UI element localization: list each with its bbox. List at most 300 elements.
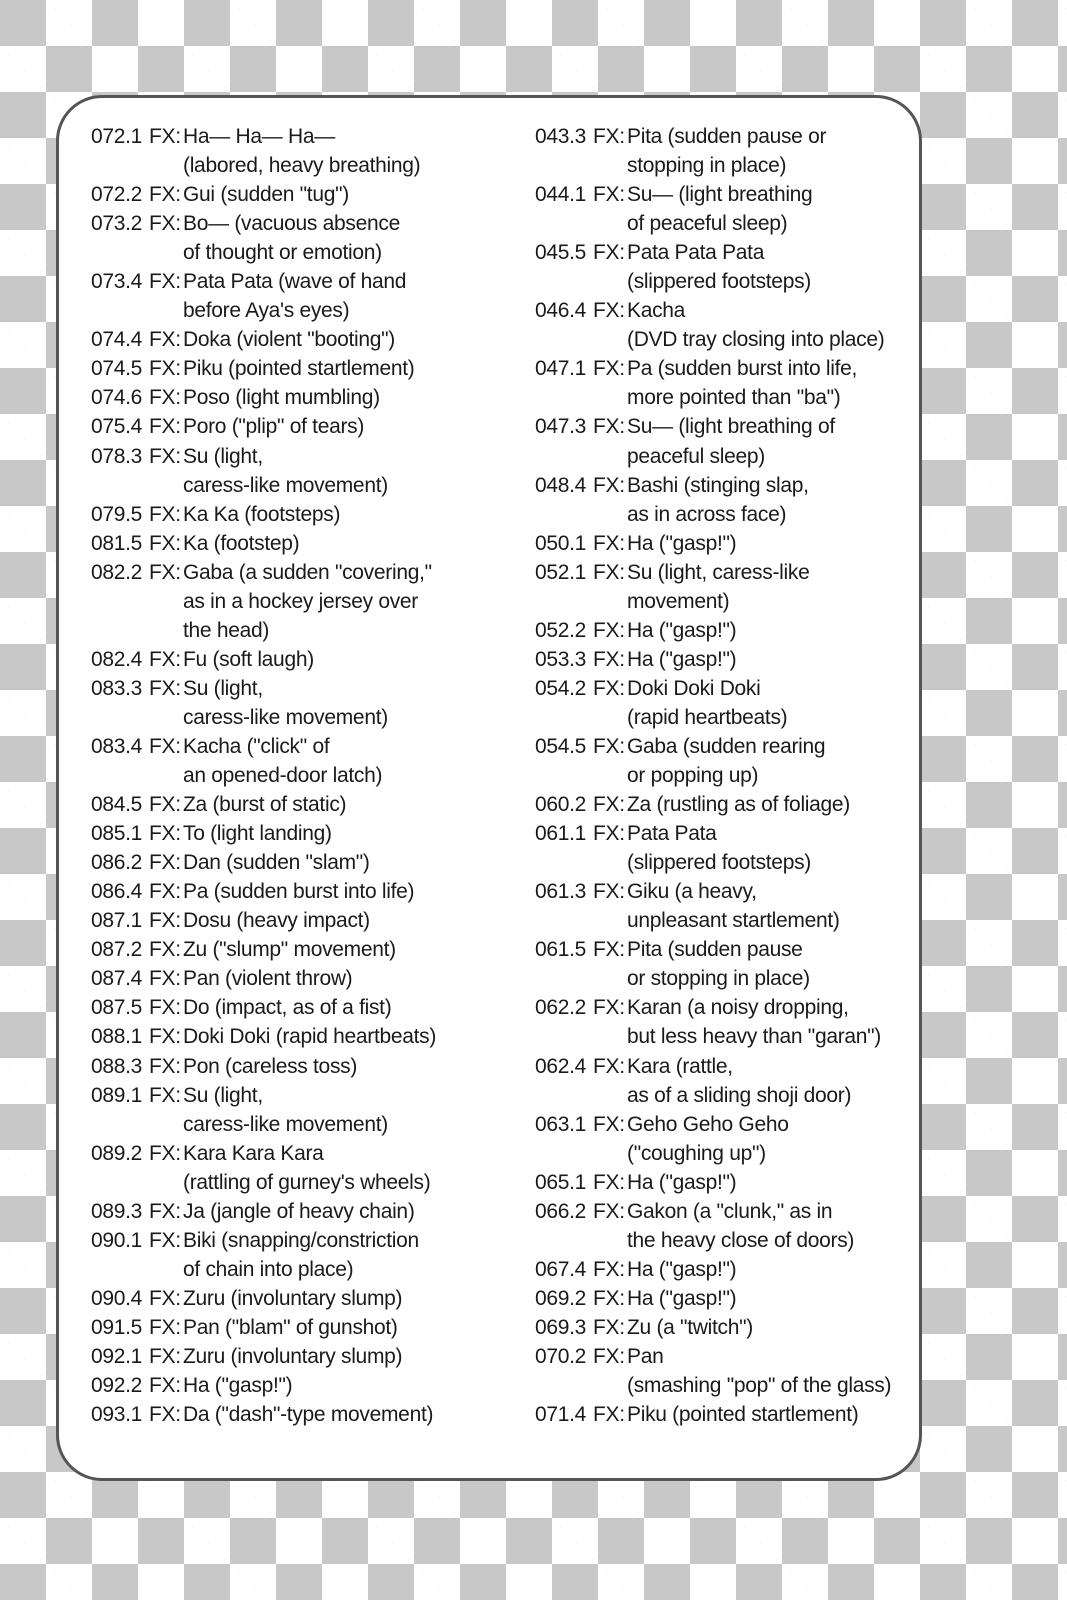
fx-description	[183, 325, 511, 354]
fx-entry	[91, 267, 511, 325]
fx-page-code: 079.5	[91, 502, 143, 526]
fx-entry	[91, 325, 511, 354]
fx-description-line: Ha ("gasp!")	[627, 531, 737, 555]
fx-description-line: Gaba (a sudden "covering,"	[183, 560, 432, 584]
fx-page-code: 073.2	[91, 212, 143, 236]
fx-description	[183, 993, 511, 1022]
fx-description	[627, 616, 955, 645]
fx-description-line: Doki Doki Doki	[627, 676, 761, 700]
fx-entry	[91, 993, 511, 1022]
fx-description	[627, 1400, 955, 1429]
fx-description	[627, 935, 955, 993]
fx-entry	[91, 1197, 511, 1226]
fx-entry	[535, 558, 955, 616]
fx-description	[183, 906, 511, 935]
fx-description-line: (rattling of gurney's wheels)	[183, 1170, 431, 1194]
fx-description	[183, 383, 511, 412]
fx-entry	[91, 1081, 511, 1139]
fx-entry	[535, 1342, 955, 1400]
fx-prefix: FX:	[149, 1228, 181, 1252]
fx-description	[183, 558, 511, 645]
fx-description	[627, 238, 955, 296]
fx-description-line: caress-like movement)	[183, 473, 388, 497]
fx-description-line: Pita (sudden pause	[627, 938, 803, 962]
fx-description-line: movement)	[627, 589, 730, 613]
fx-description-line: Gaba (sudden rearing	[627, 734, 826, 758]
fx-description-line: Piku (pointed startlement)	[183, 357, 415, 381]
fx-page-code: 054.2	[535, 676, 587, 700]
fx-page-code: 062.4	[535, 1054, 587, 1078]
fx-prefix: FX:	[593, 822, 625, 846]
fx-page-code: 073.4	[91, 270, 143, 294]
fx-entry	[91, 819, 511, 848]
fx-prefix: FX:	[593, 415, 625, 439]
fx-description-line: before Aya's eyes)	[183, 299, 350, 323]
fx-page-code: 088.3	[91, 1054, 143, 1078]
fx-description-line: Su (light,	[183, 1083, 263, 1107]
fx-page-code: 086.4	[91, 880, 143, 904]
fx-description	[183, 848, 511, 877]
fx-description-line: (smashing "pop" of the glass)	[627, 1374, 892, 1398]
fx-prefix: FX:	[149, 560, 181, 584]
fx-description-line: Pita (sudden pause or	[627, 125, 827, 148]
fx-description	[627, 122, 955, 180]
fx-entry	[91, 877, 511, 906]
fx-prefix: FX:	[593, 473, 625, 497]
fx-description-line: Pata Pata (wave of hand	[183, 270, 407, 294]
fx-description	[183, 964, 511, 993]
fx-description-line: Pa (sudden burst into life,	[627, 357, 858, 381]
fx-description-line: Pan	[627, 1344, 664, 1368]
fx-description-line: Kara (rattle,	[627, 1054, 733, 1078]
fx-description	[183, 122, 511, 180]
fx-description	[627, 354, 955, 412]
fx-entry	[535, 790, 955, 819]
fx-description-line: Ha ("gasp!")	[627, 618, 737, 642]
fx-entry	[91, 1284, 511, 1313]
fx-prefix: FX:	[149, 386, 181, 410]
fx-description	[627, 529, 955, 558]
fx-description-line: caress-like movement)	[183, 1112, 388, 1136]
fx-description	[627, 1255, 955, 1284]
fx-page-code: 067.4	[535, 1257, 587, 1281]
fx-page-code: 087.1	[91, 909, 143, 933]
fx-page-code: 082.4	[91, 647, 143, 671]
fx-description-line: Za (burst of static)	[183, 793, 347, 817]
fx-prefix: FX:	[593, 241, 625, 265]
fx-page-code: 053.3	[535, 647, 587, 671]
fx-description	[183, 529, 511, 558]
fx-page-code: 052.2	[535, 618, 587, 642]
fx-description-line: Ja (jangle of heavy chain)	[183, 1199, 415, 1223]
fx-entry	[91, 180, 511, 209]
fx-description-line: Su (light, caress-like	[627, 560, 810, 584]
fx-page-code: 045.5	[535, 241, 587, 265]
fx-description-line: or popping up)	[627, 764, 759, 788]
fx-prefix: FX:	[593, 1315, 625, 1339]
fx-description-line: Zu ("slump" movement)	[183, 938, 396, 962]
fx-prefix: FX:	[149, 822, 181, 846]
fx-prefix: FX:	[593, 1403, 625, 1427]
fx-description	[183, 1081, 511, 1139]
fx-description-line: Dan (sudden "slam")	[183, 851, 370, 875]
fx-page-code: 093.1	[91, 1403, 143, 1427]
fx-description	[627, 558, 955, 616]
fx-entry	[535, 993, 955, 1051]
fx-page-code: 046.4	[535, 299, 587, 323]
fx-prefix: FX:	[593, 531, 625, 555]
fx-description-line: Zuru (involuntary slump)	[183, 1344, 403, 1368]
fx-description	[183, 819, 511, 848]
fx-page-code: 061.5	[535, 938, 587, 962]
fx-description	[183, 1197, 511, 1226]
fx-entry	[91, 1022, 511, 1051]
fx-entry	[535, 819, 955, 877]
fx-entry	[91, 964, 511, 993]
fx-description-line: Su— (light breathing	[627, 183, 813, 207]
fx-page-code: 083.3	[91, 676, 143, 700]
fx-page-code: 089.1	[91, 1083, 143, 1107]
fx-entry	[535, 645, 955, 674]
fx-description-line: (rapid heartbeats)	[627, 705, 788, 729]
fx-entry	[535, 877, 955, 935]
fx-entry	[535, 1168, 955, 1197]
fx-entry	[91, 529, 511, 558]
fx-page-code: 050.1	[535, 531, 587, 555]
fx-description-line: but less heavy than "garan")	[627, 1025, 881, 1049]
fx-description-line: Za (rustling as of foliage)	[627, 793, 851, 817]
fx-entry	[535, 674, 955, 732]
fx-prefix: FX:	[149, 1315, 181, 1339]
fx-prefix: FX:	[149, 1054, 181, 1078]
fx-description-line: (slippered footsteps)	[627, 851, 811, 875]
fx-description	[183, 209, 511, 267]
fx-description	[627, 993, 955, 1051]
fx-prefix: FX:	[593, 183, 625, 207]
fx-description	[183, 877, 511, 906]
fx-description	[627, 1197, 955, 1255]
fx-description-line: caress-like movement)	[183, 705, 388, 729]
fx-prefix: FX:	[149, 996, 181, 1020]
fx-entry	[91, 790, 511, 819]
fx-entry	[91, 732, 511, 790]
fx-prefix: FX:	[593, 357, 625, 381]
fx-description-line: more pointed than "ba")	[627, 386, 841, 410]
fx-description	[627, 1342, 955, 1400]
fx-description	[183, 412, 511, 441]
fx-description-line: Pata Pata	[627, 822, 717, 846]
fx-prefix: FX:	[149, 357, 181, 381]
fx-entry	[535, 1255, 955, 1284]
fx-prefix: FX:	[149, 444, 181, 468]
fx-page-code: 078.3	[91, 444, 143, 468]
fx-description-line: Biki (snapping/constriction	[183, 1228, 419, 1252]
fx-description	[627, 1168, 955, 1197]
fx-prefix: FX:	[149, 502, 181, 526]
fx-page-code: 044.1	[535, 183, 587, 207]
fx-entry	[535, 1052, 955, 1110]
fx-description-line: Karan (a noisy dropping,	[627, 996, 849, 1020]
fx-description	[627, 180, 955, 238]
fx-entry	[91, 674, 511, 732]
fx-description-line: Ha ("gasp!")	[183, 1374, 293, 1398]
fx-description	[627, 790, 955, 819]
fx-page-code: 091.5	[91, 1315, 143, 1339]
fx-description	[183, 1342, 511, 1371]
fx-description	[183, 1226, 511, 1284]
fx-prefix: FX:	[149, 415, 181, 439]
fx-description-line: Bashi (stinging slap,	[627, 473, 809, 497]
fx-entry	[91, 935, 511, 964]
fx-prefix: FX:	[149, 647, 181, 671]
fx-description	[183, 935, 511, 964]
fx-entry	[91, 122, 511, 180]
fx-prefix: FX:	[593, 1170, 625, 1194]
fx-page-code: 054.5	[535, 734, 587, 758]
fx-entry	[91, 500, 511, 529]
fx-description	[627, 471, 955, 529]
fx-prefix: FX:	[149, 183, 181, 207]
fx-description	[183, 1400, 511, 1429]
fx-prefix: FX:	[593, 880, 625, 904]
fx-prefix: FX:	[593, 1257, 625, 1281]
fx-entry	[91, 442, 511, 500]
fx-page-code: 090.1	[91, 1228, 143, 1252]
fx-entry	[535, 1400, 955, 1429]
fx-description-line: of peaceful sleep)	[627, 212, 788, 236]
fx-page-code: 063.1	[535, 1112, 587, 1136]
fx-description-line: Su (light,	[183, 444, 263, 468]
fx-page-code: 069.2	[535, 1286, 587, 1310]
fx-page-code: 087.2	[91, 938, 143, 962]
fx-entry	[91, 906, 511, 935]
fx-description-line: Doki Doki (rapid heartbeats)	[183, 1025, 437, 1049]
fx-prefix: FX:	[149, 909, 181, 933]
fx-description-line: Fu (soft laugh)	[183, 647, 314, 671]
fx-page-code: 047.3	[535, 415, 587, 439]
fx-description-line: Ka Ka (footsteps)	[183, 502, 341, 526]
fx-prefix: FX:	[593, 299, 625, 323]
fx-page-code: 074.5	[91, 357, 143, 381]
fx-description-line: Pata Pata Pata	[627, 241, 765, 265]
fx-description	[183, 1139, 511, 1197]
fx-entry	[91, 1226, 511, 1284]
fx-description	[627, 732, 955, 790]
fx-description-line: Pa (sudden burst into life)	[183, 880, 415, 904]
fx-page-code: 084.5	[91, 793, 143, 817]
fx-page-code: 060.2	[535, 793, 587, 817]
fx-description	[183, 674, 511, 732]
fx-entry	[535, 412, 955, 470]
fx-entry	[91, 354, 511, 383]
fx-prefix: FX:	[593, 1344, 625, 1368]
fx-description	[183, 790, 511, 819]
fx-description	[627, 1110, 955, 1168]
fx-prefix: FX:	[149, 938, 181, 962]
fx-page-code: 089.3	[91, 1199, 143, 1223]
fx-description-line: as in a hockey jersey over	[183, 589, 418, 613]
fx-description-line: To (light landing)	[183, 822, 332, 846]
fx-description-line: Gui (sudden "tug")	[183, 183, 349, 207]
fx-page-code: 088.1	[91, 1025, 143, 1049]
fx-page-code: 043.3	[535, 125, 587, 148]
fx-description-line: (slippered footsteps)	[627, 270, 811, 294]
fx-description-line: Kacha	[627, 299, 686, 323]
fx-prefix: FX:	[593, 560, 625, 584]
fx-description-line: Su (light,	[183, 676, 263, 700]
fx-page-code: 069.3	[535, 1315, 587, 1339]
fx-page-code: 085.1	[91, 822, 143, 846]
fx-description-line: Bo— (vacuous absence	[183, 212, 400, 236]
fx-entry	[535, 1197, 955, 1255]
fx-prefix: FX:	[149, 1344, 181, 1368]
fx-description-line: Giku (a heavy,	[627, 880, 757, 904]
fx-page-code: 072.1	[91, 125, 143, 148]
fx-description-line: an opened-door latch)	[183, 764, 383, 788]
fx-entry	[535, 616, 955, 645]
right-column	[535, 122, 955, 1429]
fx-prefix: FX:	[149, 270, 181, 294]
fx-page-code: 075.4	[91, 415, 143, 439]
fx-entry	[91, 848, 511, 877]
fx-prefix: FX:	[593, 1286, 625, 1310]
fx-description	[627, 819, 955, 877]
fx-description-line: Gakon (a "clunk," as in	[627, 1199, 833, 1223]
fx-description	[627, 645, 955, 674]
fx-page-code: 047.1	[535, 357, 587, 381]
fx-prefix: FX:	[149, 880, 181, 904]
fx-page-code: 065.1	[535, 1170, 587, 1194]
fx-entry	[535, 1110, 955, 1168]
fx-description	[183, 645, 511, 674]
fx-description-line: Pon (careless toss)	[183, 1054, 358, 1078]
fx-entry	[91, 1313, 511, 1342]
fx-page-code: 061.3	[535, 880, 587, 904]
fx-entry	[535, 354, 955, 412]
fx-entry	[535, 471, 955, 529]
fx-description	[183, 180, 511, 209]
fx-prefix: FX:	[593, 1112, 625, 1136]
fx-prefix: FX:	[149, 734, 181, 758]
fx-description-line: Piku (pointed startlement)	[627, 1403, 859, 1427]
fx-page-code: 083.4	[91, 734, 143, 758]
fx-entry	[535, 732, 955, 790]
fx-page-code: 087.5	[91, 996, 143, 1020]
fx-description-line: Ha ("gasp!")	[627, 1170, 737, 1194]
fx-description	[183, 1313, 511, 1342]
fx-description-line: Ha ("gasp!")	[627, 1286, 737, 1310]
fx-description-line: (labored, heavy breathing)	[183, 154, 421, 178]
fx-page-code: 048.4	[535, 473, 587, 497]
fx-entry	[91, 645, 511, 674]
fx-description-line: Dosu (heavy impact)	[183, 909, 370, 933]
fx-description-line: Do (impact, as of a fist)	[183, 996, 392, 1020]
fx-description	[183, 267, 511, 325]
fx-page-code: 052.1	[535, 560, 587, 584]
fx-description-line: unpleasant startlement)	[627, 909, 840, 933]
fx-entry	[535, 122, 955, 180]
fx-entry	[91, 1052, 511, 1081]
fx-page-code: 061.1	[535, 822, 587, 846]
fx-description-line: or stopping in place)	[627, 967, 810, 991]
fx-prefix: FX:	[149, 793, 181, 817]
fx-prefix: FX:	[593, 1054, 625, 1078]
fx-page-code: 071.4	[535, 1403, 587, 1427]
fx-prefix: FX:	[593, 734, 625, 758]
fx-entry	[91, 1400, 511, 1429]
fx-description-line: Ha— Ha— Ha—	[183, 125, 335, 148]
fx-prefix: FX:	[593, 1199, 625, 1223]
fx-page-code: 087.4	[91, 967, 143, 991]
fx-entry	[91, 383, 511, 412]
fx-description-line: the heavy close of doors)	[627, 1228, 855, 1252]
fx-description-line: Kacha ("click" of	[183, 734, 330, 758]
fx-prefix: FX:	[149, 1141, 181, 1165]
fx-prefix: FX:	[149, 328, 181, 352]
fx-description	[183, 732, 511, 790]
fx-prefix: FX:	[593, 618, 625, 642]
fx-description	[627, 412, 955, 470]
fx-page-code: 090.4	[91, 1286, 143, 1310]
fx-description	[183, 1022, 511, 1051]
fx-description	[183, 1052, 511, 1081]
fx-page-code: 066.2	[535, 1199, 587, 1223]
fx-description	[183, 500, 511, 529]
fx-entry	[535, 238, 955, 296]
fx-prefix: FX:	[149, 1374, 181, 1398]
fx-description-line: Poro ("plip" of tears)	[183, 415, 365, 439]
fx-prefix: FX:	[149, 676, 181, 700]
fx-description-line: Kara Kara Kara	[183, 1141, 324, 1165]
fx-description	[627, 877, 955, 935]
fx-description-line: ("coughing up")	[627, 1141, 766, 1165]
fx-page-code: 092.2	[91, 1374, 143, 1398]
fx-description-line: peaceful sleep)	[627, 444, 765, 468]
fx-description	[183, 442, 511, 500]
fx-prefix: FX:	[149, 1286, 181, 1310]
fx-description	[183, 1371, 511, 1400]
fx-page-code: 086.2	[91, 851, 143, 875]
fx-prefix: FX:	[593, 647, 625, 671]
fx-entry	[535, 1313, 955, 1342]
fx-prefix: FX:	[593, 793, 625, 817]
fx-entry	[91, 209, 511, 267]
fx-page-code: 082.2	[91, 560, 143, 584]
fx-page-code: 062.2	[535, 996, 587, 1020]
fx-description-line: Pan (violent throw)	[183, 967, 353, 991]
fx-description	[183, 1284, 511, 1313]
fx-description	[627, 1313, 955, 1342]
fx-page-code: 074.6	[91, 386, 143, 410]
fx-description-line: of thought or emotion)	[183, 241, 382, 265]
fx-description-line: Ha ("gasp!")	[627, 647, 737, 671]
fx-prefix: FX:	[149, 967, 181, 991]
fx-description	[627, 674, 955, 732]
fx-description	[627, 296, 955, 354]
fx-prefix: FX:	[149, 1403, 181, 1427]
fx-description-line: Zu (a "twitch")	[627, 1315, 753, 1339]
fx-prefix: FX:	[593, 125, 625, 148]
fx-page-code: 070.2	[535, 1344, 587, 1368]
fx-description-line: as of a sliding shoji door)	[627, 1083, 852, 1107]
fx-prefix: FX:	[593, 996, 625, 1020]
fx-prefix: FX:	[149, 1025, 181, 1049]
fx-prefix: FX:	[149, 1199, 181, 1223]
fx-prefix: FX:	[149, 212, 181, 236]
fx-description-line: (DVD tray closing into place)	[627, 328, 885, 352]
fx-entry	[91, 1139, 511, 1197]
fx-entry	[535, 935, 955, 993]
